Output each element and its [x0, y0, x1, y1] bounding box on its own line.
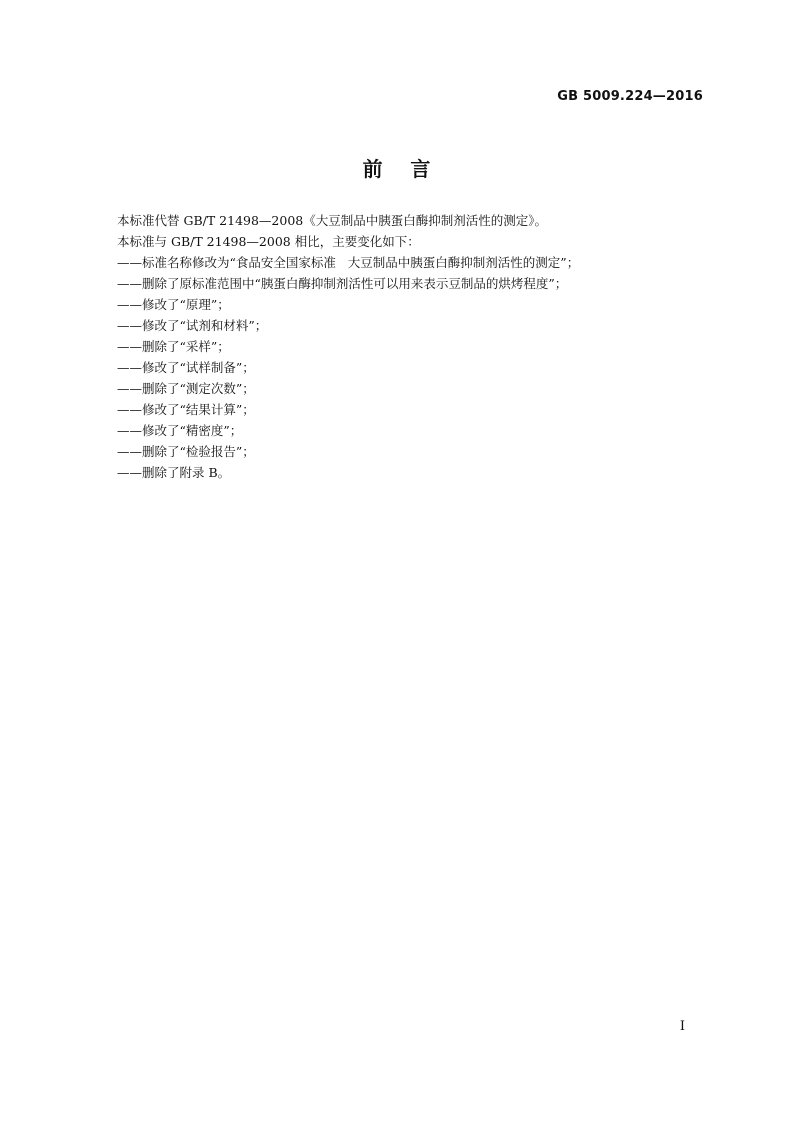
change-item-sampling: ——删除了“采样”； [117, 339, 230, 354]
change-item-title: ——标准名称修改为“食品安全国家标准 大豆制品中胰蛋白酶抑制剂活性的测定”； [117, 255, 580, 270]
change-item-reagents: ——修改了“试剂和材料”； [117, 318, 268, 333]
paragraph-replaces-standard: 本标准代替 GB/T 21498—2008《大豆制品中胰蛋白酶抑制剂活性的测定》。 [117, 213, 547, 228]
change-item-test-count: ——删除了“测定次数”； [117, 381, 255, 396]
page-title: 前 言 [362, 157, 431, 181]
standard-number: GB 5009.224—2016 [557, 89, 703, 104]
change-item-appendix: ——删除了附录 B。 [117, 465, 231, 480]
change-item-precision: ——修改了“精密度”； [117, 423, 243, 438]
page-number: I [679, 1019, 685, 1034]
paragraph-changes-intro: 本标准与 GB/T 21498—2008 相比，主要变化如下： [117, 234, 420, 249]
change-item-sample-prep: ——修改了“试样制备”； [117, 360, 255, 375]
change-item-calculation: ——修改了“结果计算”； [117, 402, 255, 417]
change-item-report: ——删除了“检验报告”； [117, 444, 255, 459]
change-item-scope: ——删除了原标准范围中“胰蛋白酶抑制剂活性可以用来表示豆制品的烘烤程度”； [117, 276, 568, 291]
change-item-principle: ——修改了“原理”； [117, 297, 230, 312]
foreword-body [117, 210, 717, 483]
